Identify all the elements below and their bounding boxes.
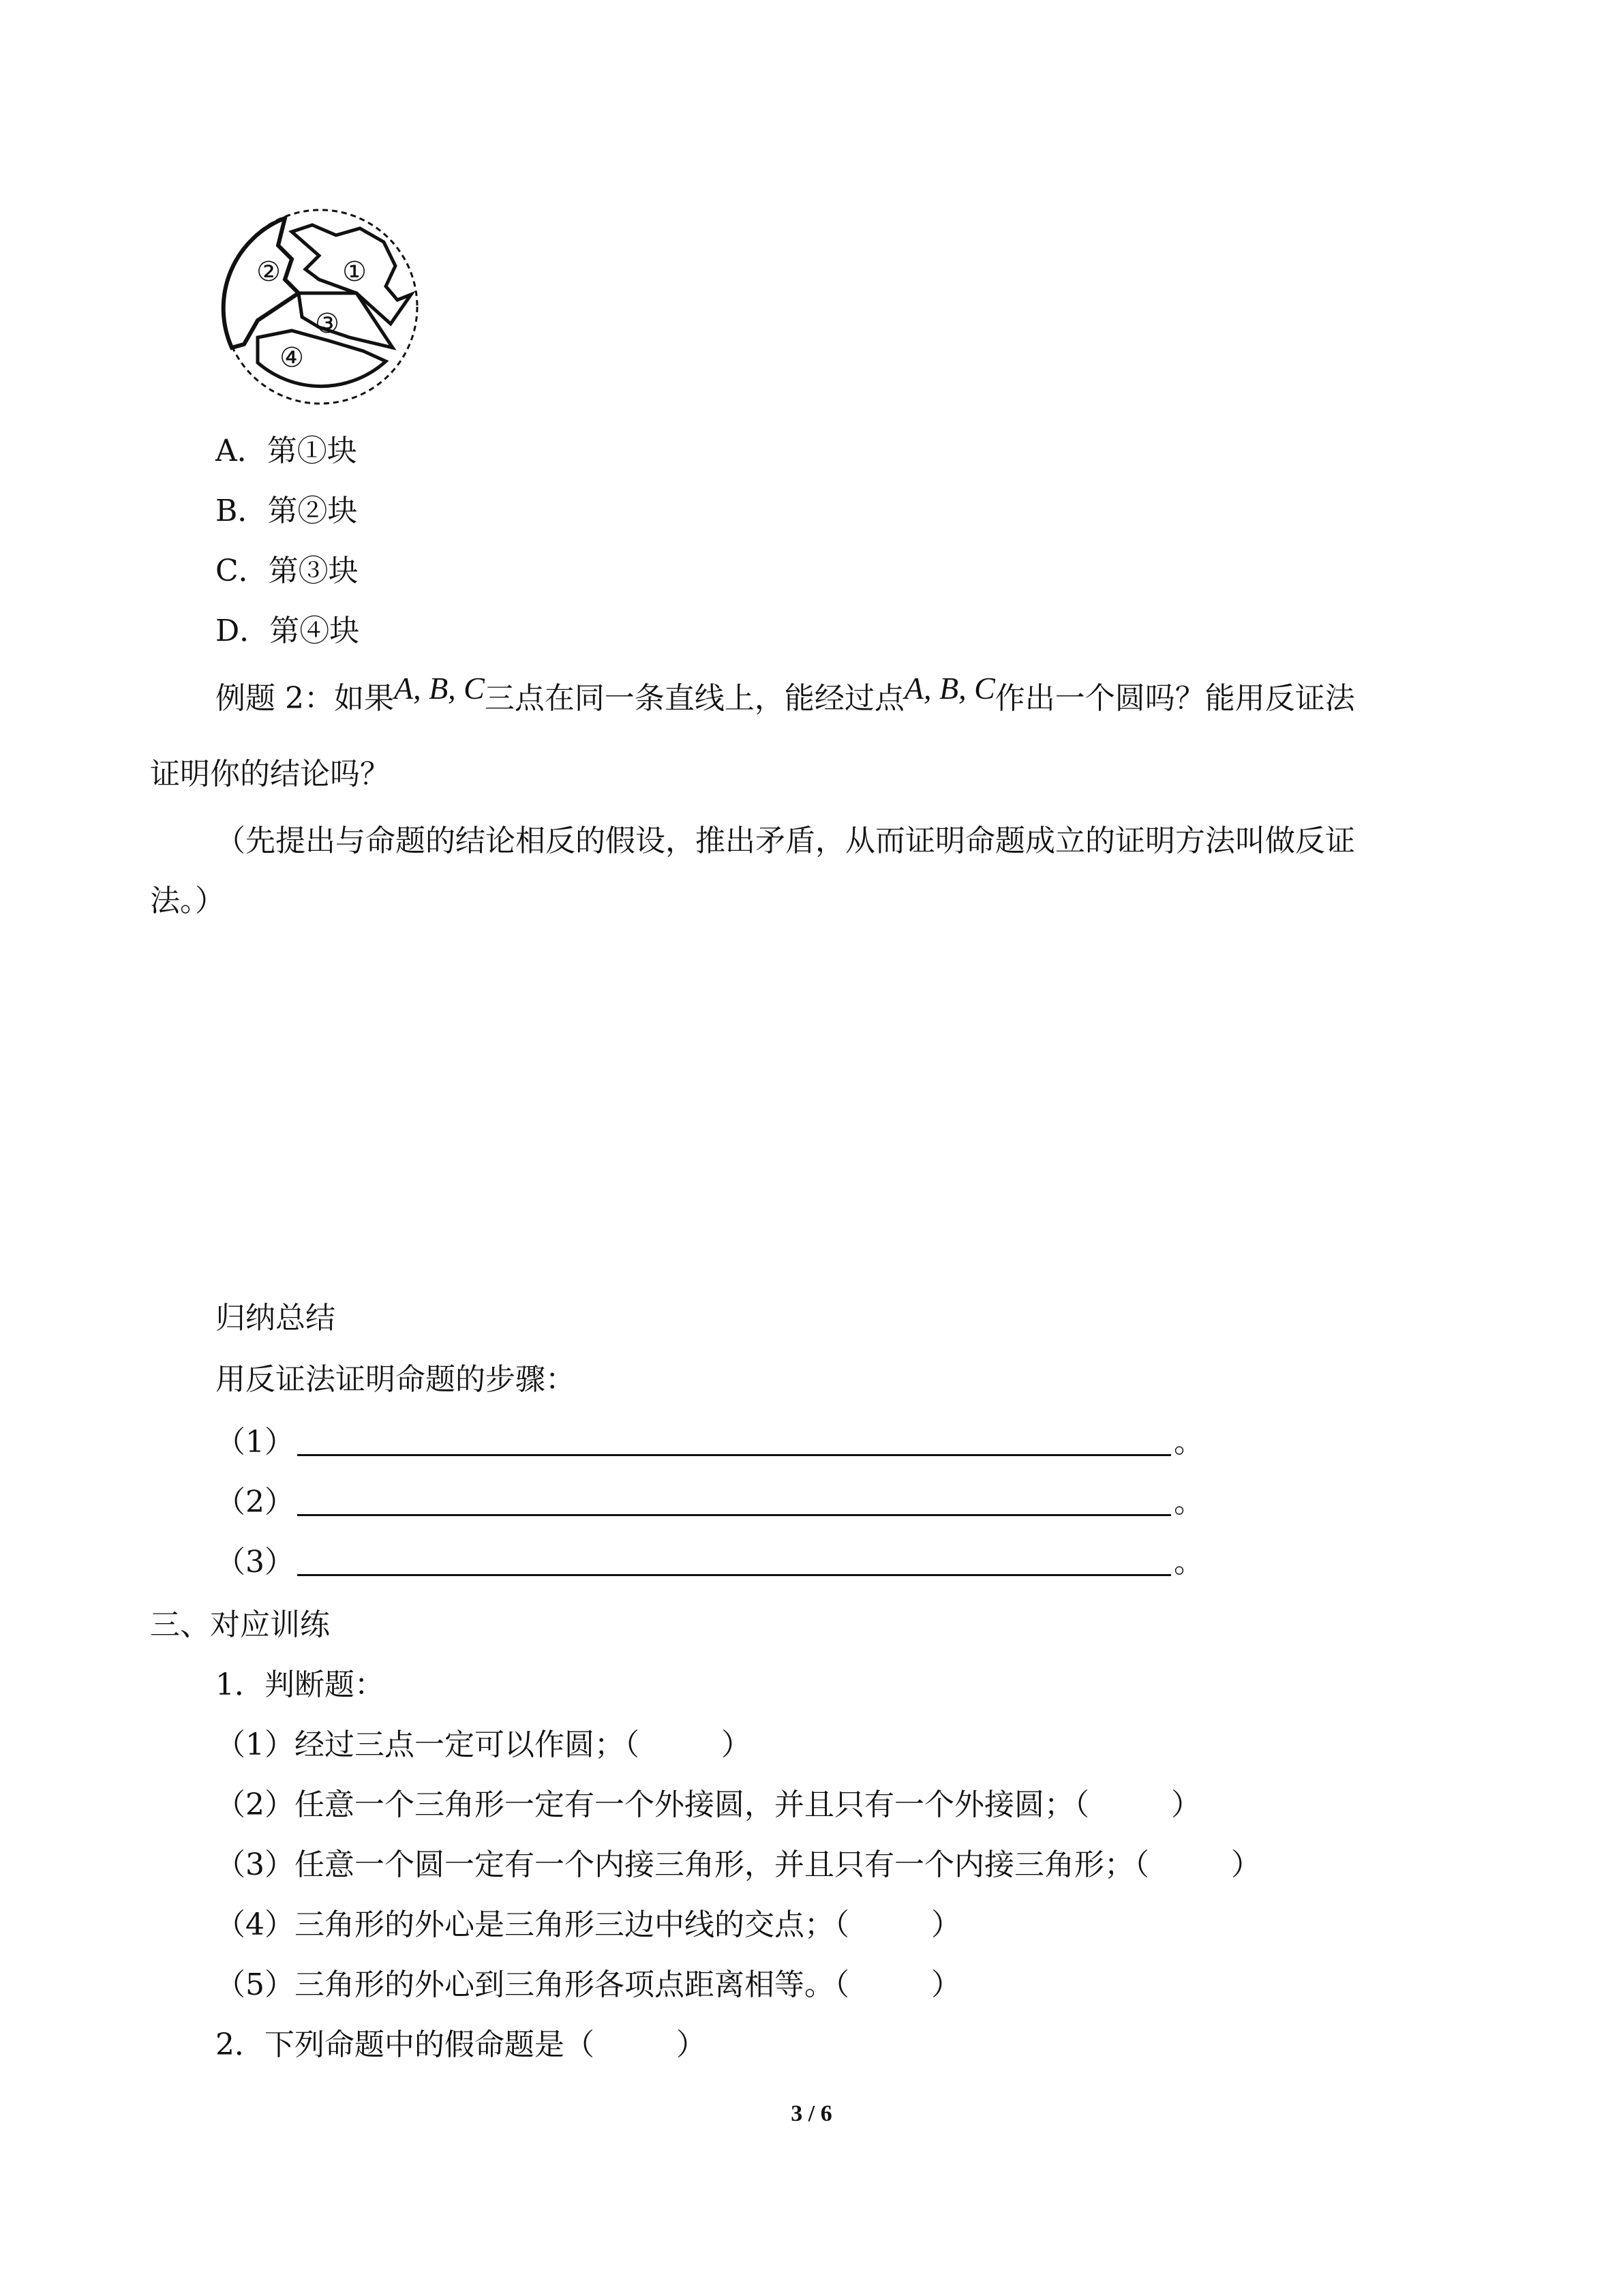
section3-title: 三、对应训练 [150, 1607, 330, 1642]
figure-label-3: ③ [315, 308, 339, 339]
q1-item-close: ） [1171, 1787, 1201, 1822]
option-text: 第④块 [269, 614, 360, 648]
example2-line1 [215, 671, 1355, 719]
q1-item-3 [215, 1845, 1261, 1886]
q1-item-2 [215, 1785, 1201, 1826]
option-text: 第②块 [267, 494, 358, 528]
option-letter: A． [215, 434, 267, 468]
answer-blank-2[interactable] [297, 1487, 1171, 1516]
q1-item-1 [215, 1725, 751, 1766]
q1-item-close: ） [1231, 1847, 1261, 1882]
q1-item-text: （5）三角形的外心到三角形各项点距离相等。（ [215, 1967, 849, 2002]
q1-item-close: ） [931, 1907, 961, 1942]
step-end: 。 [1174, 1425, 1204, 1460]
answer-blank-3[interactable] [297, 1547, 1171, 1576]
step-number: （1） [215, 1425, 294, 1460]
option-letter: C． [215, 554, 269, 588]
q1-item-5 [215, 1965, 961, 2006]
option-c [215, 551, 359, 592]
summary-subheading: 用反证法证明命题的步骤： [215, 1362, 575, 1397]
example2-prefix: 例题 2：如果 [215, 681, 394, 716]
example2-middle: 三点在同一条直线上，能经过点 [484, 681, 905, 716]
example2-line2: 证明你的结论吗？ [150, 757, 390, 791]
q1-item-text: （2）任意一个三角形一定有一个外接圆，并且只有一个外接圆；（ [215, 1787, 1089, 1822]
figure-label-2: ② [256, 256, 281, 288]
step-end: 。 [1174, 1545, 1204, 1580]
q1-title: 1．判断题： [215, 1667, 384, 1702]
option-letter: B． [215, 494, 268, 528]
option-text: 第①块 [267, 434, 357, 468]
step-end: 。 [1174, 1485, 1204, 1520]
page-number: 3 / 6 [791, 2101, 832, 2126]
example2-suffix: 作出一个圆吗？能用反证法 [995, 681, 1355, 716]
q2-line [215, 2025, 706, 2066]
q1-item-close: ） [721, 1727, 751, 1762]
summary-heading: 归纳总结 [215, 1301, 335, 1335]
figure-label-4: ④ [279, 342, 304, 374]
math-abc-2: A, B, C [904, 671, 995, 706]
step-number: （2） [215, 1485, 294, 1520]
example2-note-line1: （先提出与命题的结论相反的假设，推出矛盾，从而证明命题成立的证明方法叫做反证 [215, 824, 1355, 858]
q1-item-close: ） [931, 1967, 961, 2002]
math-abc-1: A, B, C [393, 671, 485, 706]
example2-note-line2: 法。） [150, 883, 225, 918]
q2-close: ） [676, 2027, 706, 2062]
q1-item-text: （3）任意一个圆一定有一个内接三角形，并且只有一个内接三角形；（ [215, 1847, 1149, 1882]
q1-item-text: （4）三角形的外心是三角形三边中线的交点；（ [215, 1907, 849, 1942]
option-d [215, 611, 359, 652]
option-a [215, 431, 357, 472]
q1-item-text: （1）经过三点一定可以作圆；（ [215, 1727, 639, 1762]
q2-text: 2．下列命题中的假命题是（ [215, 2027, 594, 2062]
option-text: 第③块 [268, 554, 359, 588]
summary-step-2 [215, 1482, 1204, 1523]
summary-step-1 [215, 1422, 1204, 1463]
figure-label-1: ① [342, 256, 367, 288]
step-number: （3） [215, 1545, 294, 1580]
broken-circle-figure [217, 205, 428, 409]
piece-3-outline [299, 293, 393, 348]
summary-step-3 [215, 1542, 1204, 1583]
answer-blank-1[interactable] [297, 1427, 1171, 1456]
option-letter: D． [215, 614, 270, 648]
option-b [215, 491, 357, 532]
q1-item-4 [215, 1905, 961, 1946]
